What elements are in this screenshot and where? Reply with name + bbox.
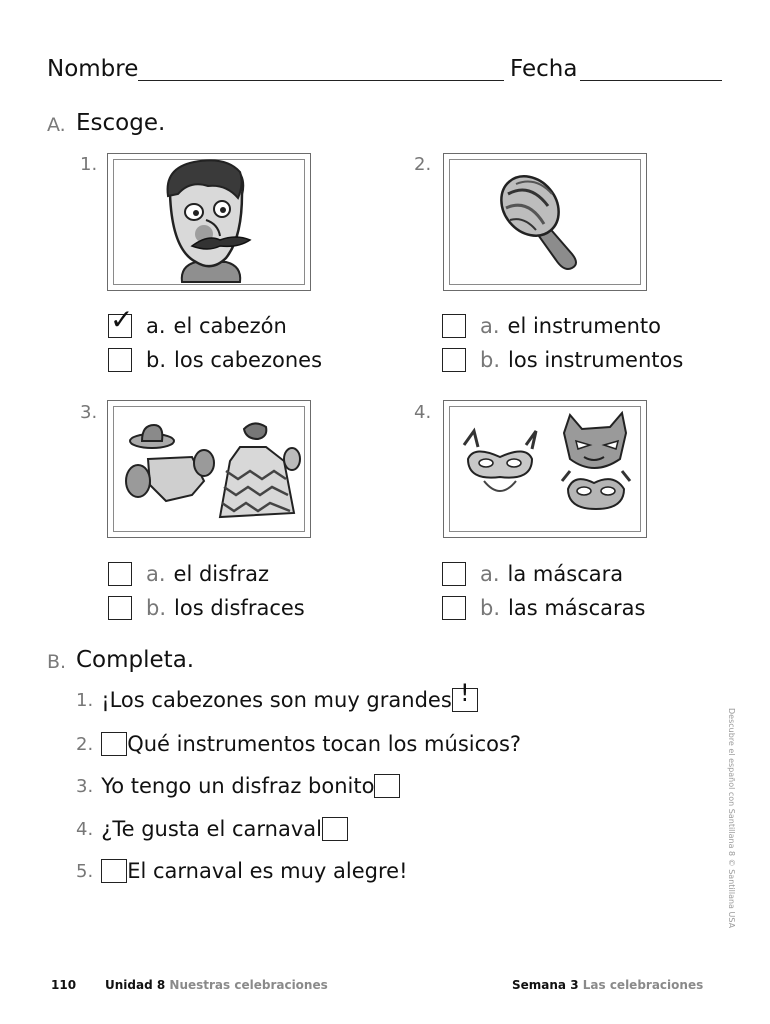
checkmark-icon: ✓	[110, 303, 134, 336]
sentence-text-before: ¿Te gusta el carnaval	[101, 817, 322, 841]
sentence-text-after: Qué instrumentos tocan los músicos?	[127, 732, 522, 756]
date-label: Fecha	[510, 56, 578, 82]
option-4a[interactable]	[442, 561, 623, 587]
option-text: los cabezones	[174, 348, 323, 372]
man-with-mustache-illustration	[108, 154, 310, 290]
section-a-title: Escoge.	[76, 110, 166, 136]
option-3a[interactable]	[108, 561, 269, 587]
maraca-illustration	[444, 154, 646, 290]
section-a-letter: A.	[47, 114, 66, 136]
option-3b[interactable]	[108, 595, 305, 621]
checkbox[interactable]	[108, 348, 132, 372]
option-text: los disfraces	[174, 596, 305, 620]
checkbox[interactable]	[442, 348, 466, 372]
sentence-number: 3.	[76, 775, 94, 797]
option-letter: a.	[146, 314, 166, 338]
side-copyright-text: Descubre el español con Santillana 8 © Santillana USA	[727, 708, 736, 929]
checkbox[interactable]	[108, 303, 134, 338]
item-number: 2.	[414, 154, 432, 175]
week-label: Semana 3	[512, 978, 579, 992]
option-text: la máscara	[507, 562, 624, 586]
punctuation-box[interactable]	[101, 732, 127, 756]
sentence-5	[76, 856, 408, 886]
footer-week	[512, 978, 703, 992]
option-letter: b.	[146, 348, 167, 372]
item-number: 3.	[80, 402, 98, 423]
option-text: las máscaras	[508, 596, 646, 620]
punctuation-box[interactable]	[101, 859, 127, 883]
option-text: el instrumento	[507, 314, 662, 338]
punctuation-box[interactable]	[322, 817, 348, 841]
sentence-text-before: ¡Los cabezones son muy grandes	[101, 688, 452, 712]
sentence-4	[76, 814, 348, 844]
footer-unit	[105, 978, 328, 992]
sentence-text-before: Yo tengo un disfraz bonito	[101, 774, 375, 798]
section-b-letter: B.	[47, 651, 67, 673]
item-number: 4.	[414, 402, 432, 423]
sentence-1	[76, 679, 478, 715]
option-text: el cabezón	[173, 314, 287, 338]
option-text: el disfraz	[173, 562, 270, 586]
picture-frame-1	[107, 153, 311, 291]
checkbox[interactable]	[442, 562, 466, 586]
sentence-3	[76, 771, 400, 801]
option-2b[interactable]	[442, 347, 683, 373]
checkbox[interactable]	[442, 596, 466, 620]
section-b-title: Completa.	[76, 647, 195, 673]
picture-frame-3	[107, 400, 311, 538]
option-4b[interactable]	[442, 595, 645, 621]
option-letter: a.	[480, 314, 500, 338]
option-letter: b.	[480, 596, 501, 620]
name-field[interactable]	[138, 80, 504, 81]
name-label: Nombre	[47, 56, 139, 82]
option-2a[interactable]	[442, 313, 661, 339]
side-copyright	[726, 708, 738, 938]
punctuation-answer: !	[459, 679, 470, 707]
unit-label: Unidad 8	[105, 978, 166, 992]
page-number: 110	[51, 978, 77, 992]
sentence-text-after: El carnaval es muy alegre!	[127, 859, 408, 883]
option-letter: b.	[480, 348, 501, 372]
option-letter: a.	[480, 562, 500, 586]
checkbox[interactable]	[442, 314, 466, 338]
checkbox[interactable]	[108, 562, 132, 586]
sentence-number: 5.	[76, 860, 94, 882]
week-title: Las celebraciones	[582, 978, 704, 992]
option-letter: b.	[146, 596, 167, 620]
picture-frame-4	[443, 400, 647, 538]
punctuation-box[interactable]	[452, 679, 478, 712]
date-field[interactable]	[580, 80, 722, 81]
option-letter: a.	[146, 562, 166, 586]
checkbox[interactable]	[108, 596, 132, 620]
sentence-number: 4.	[76, 818, 94, 840]
option-text: los instrumentos	[508, 348, 684, 372]
sentence-2	[76, 729, 521, 759]
masks-illustration	[444, 401, 646, 537]
option-1b[interactable]	[108, 347, 322, 373]
sentence-number: 1.	[76, 689, 94, 711]
unit-title: Nuestras celebraciones	[169, 978, 328, 992]
picture-frame-2	[443, 153, 647, 291]
punctuation-box[interactable]	[374, 774, 400, 798]
item-number: 1.	[80, 154, 98, 175]
option-1a[interactable]	[108, 303, 287, 339]
sentence-number: 2.	[76, 733, 94, 755]
costumes-illustration	[108, 401, 310, 537]
